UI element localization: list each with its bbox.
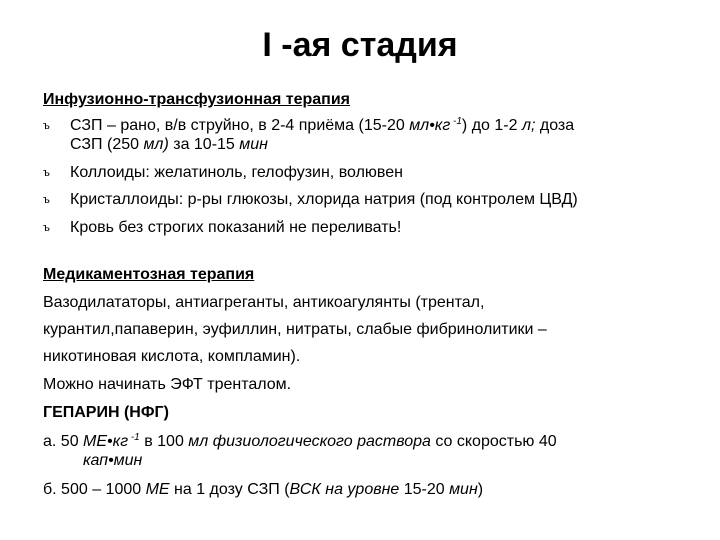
text-line: Вазодилататоры, антиагреганты, антикоагулянты (трентал, (43, 294, 485, 311)
list-item (43, 218, 683, 238)
list-item (43, 163, 683, 183)
list-item-line: СЗП (250 мл) за 10-15 мин (70, 136, 268, 153)
heparin-option-a: а. 50 МЕ•кг $^{-1}$ в 100 мл физиологического раствора со скоростью 40 (43, 432, 557, 450)
list-item-line: СЗП – рано, в/в струйно, в 2-4 приёма (15-20 мл•кг $^{-1}$) до 1-2 л; доза (70, 116, 575, 134)
text-line: никотиновая кислота, компламин). (43, 348, 301, 365)
list-item (43, 116, 683, 156)
list-item-text: Коллоиды: желатиноль, гелофузин, волювен (70, 164, 403, 181)
bullet-icon: ъ (43, 167, 50, 179)
infusion-therapy-heading: Инфузионно-трансфузионная терапия (43, 91, 350, 108)
list-item (43, 190, 683, 210)
heparin-option-a-continued: кап•мин (83, 452, 143, 469)
slide-title: I -ая стадия (262, 26, 458, 64)
list-item-text: Кристаллоиды: р-ры глюкозы, хлорида натрия (под контролем ЦВД) (70, 191, 578, 208)
heparin-heading: ГЕПАРИН (НФГ) (43, 404, 169, 421)
bullet-icon: ъ (43, 120, 50, 132)
bullet-icon: ъ (43, 194, 50, 206)
bullet-icon: ъ (43, 222, 50, 234)
text-line: Можно начинать ЭФТ тренталом. (43, 376, 292, 393)
drug-therapy-heading: Медикаментозная терапия (43, 266, 255, 283)
list-item-text: Кровь без строгих показаний не переливать! (70, 219, 402, 236)
text-line: курантил,папаверин, эуфиллин, нитраты, слабые фибринолитики – (43, 321, 547, 338)
heparin-option-b: б. 500 – 1000 МЕ на 1 дозу СЗП (ВСК на уровне 15-20 мин) (43, 481, 484, 498)
